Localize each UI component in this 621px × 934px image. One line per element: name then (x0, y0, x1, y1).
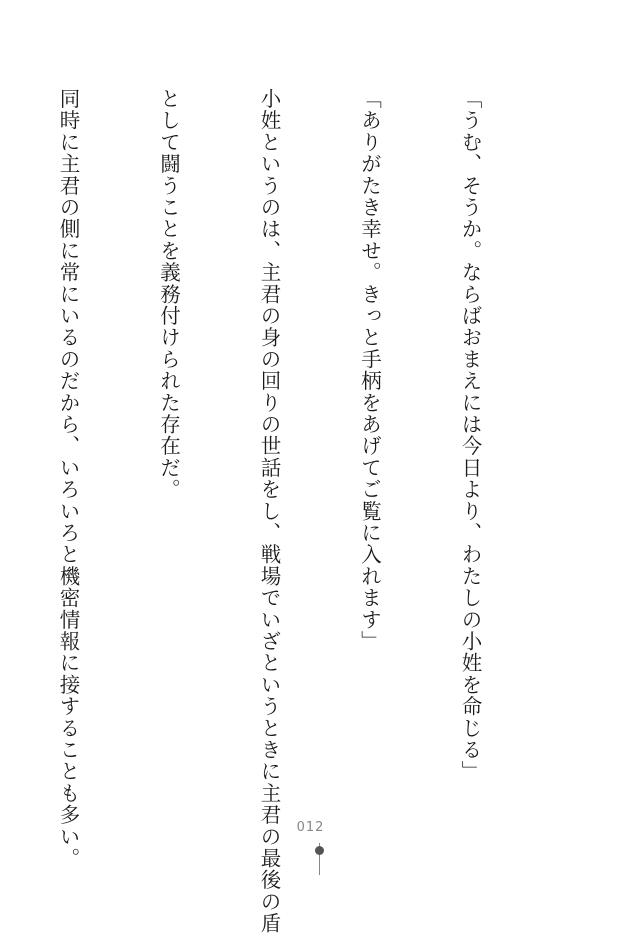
text-line: として闘うことを義務付けられた存在だ。 (156, 88, 181, 501)
text-line: 同時に主君の側に常にいるのだから、いろいろと機密情報に接することも多い。 (56, 88, 80, 870)
page-number: 012 (296, 820, 325, 835)
text-line: 「うむ、そうか。ならばおまえには今日より、わたしの小姓を命じる」 (458, 88, 482, 783)
text-line: 小姓というのは、主君の身の回りの世話をし、戦場でいざというときに主君の最後の盾 (257, 88, 281, 934)
page-number-ornament-dot (315, 846, 324, 855)
text-line: 「ありがたき幸せ。きっと手柄をあげてご覧に入れます」 (357, 88, 382, 653)
